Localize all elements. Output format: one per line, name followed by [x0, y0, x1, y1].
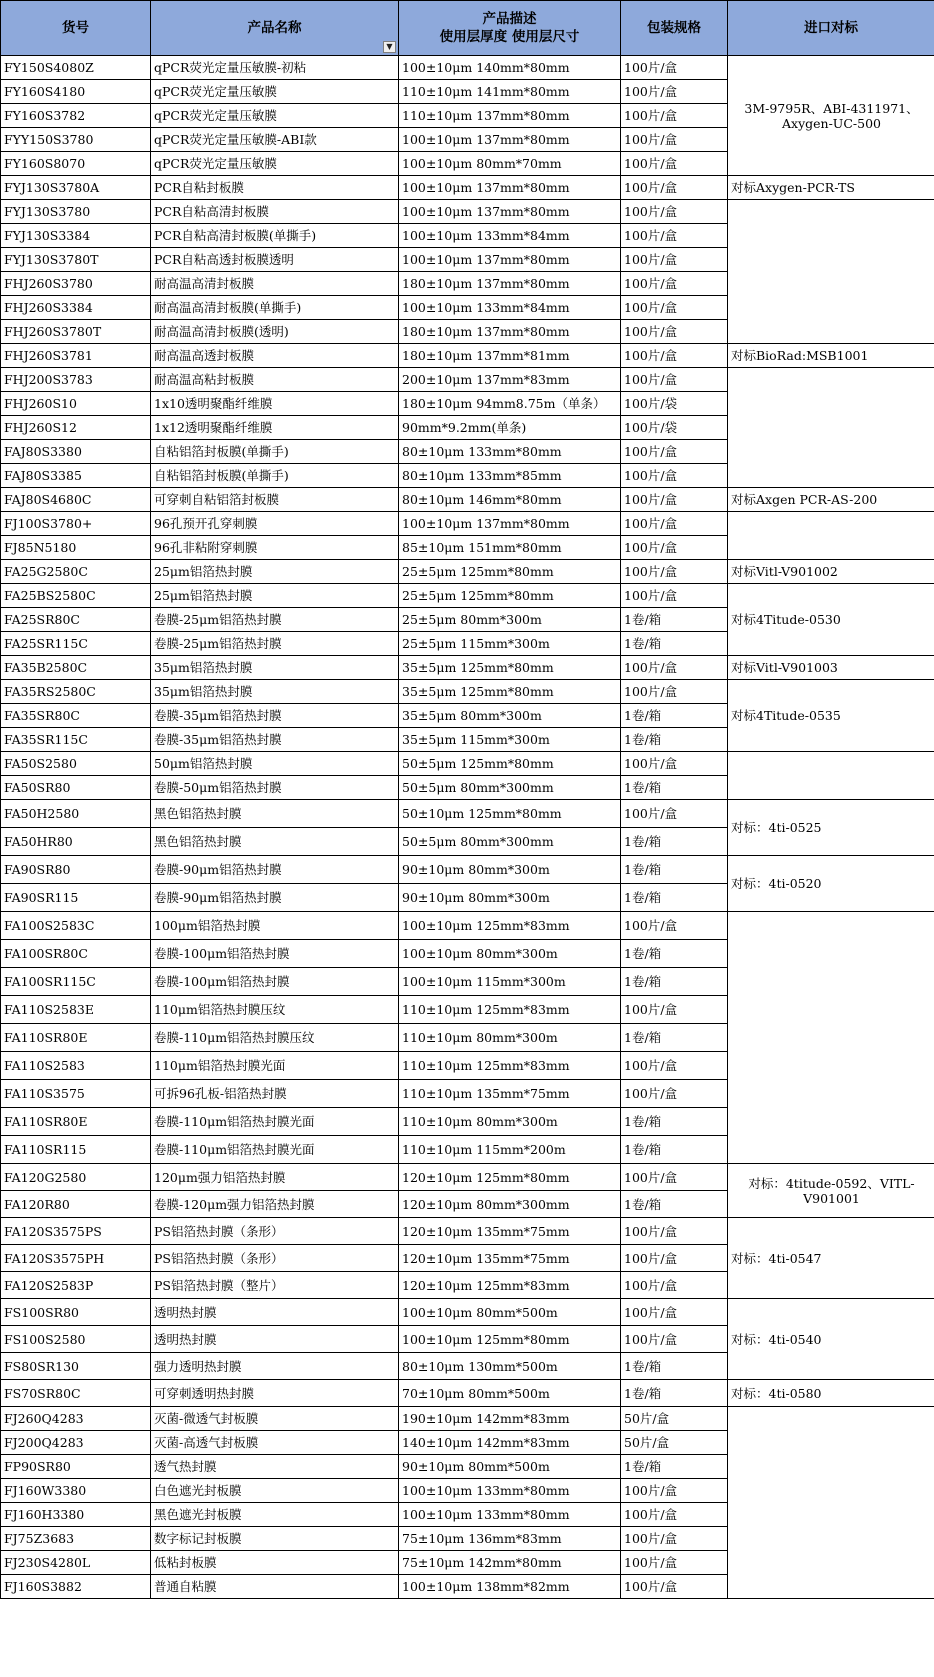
- table-row: [1, 56, 934, 80]
- benchmark-cell: 对标Axgen PCR-AS-200: [728, 488, 934, 512]
- description-cell: 120±10μm 80mm*300mm: [399, 1191, 621, 1218]
- description-cell: 140±10μm 142mm*83mm: [399, 1431, 621, 1455]
- packaging-cell: 1卷/箱: [621, 728, 728, 752]
- packaging-cell: 100片/盒: [621, 296, 728, 320]
- packaging-cell: 100片/盒: [621, 1503, 728, 1527]
- name-cell: PCR自粘高透封板膜透明: [151, 248, 399, 272]
- description-cell: 190±10μm 142mm*83mm: [399, 1407, 621, 1431]
- packaging-cell: 100片/盒: [621, 200, 728, 224]
- sku-cell: FA25G2580C: [1, 560, 151, 584]
- sku-cell: FHJ260S3780: [1, 272, 151, 296]
- packaging-cell: 100片/盒: [621, 248, 728, 272]
- packaging-cell: 100片/盒: [621, 1479, 728, 1503]
- description-cell: 100±10μm 115mm*300m: [399, 968, 621, 996]
- name-cell: 1x10透明聚酯纤维膜: [151, 392, 399, 416]
- description-cell: 200±10μm 137mm*83mm: [399, 368, 621, 392]
- description-cell: 110±10μm 80mm*300m: [399, 1024, 621, 1052]
- sku-cell: FA110SR80E: [1, 1024, 151, 1052]
- packaging-cell: 100片/盒: [621, 344, 728, 368]
- name-cell: 透明热封膜: [151, 1326, 399, 1353]
- description-cell: 100±10μm 80mm*500m: [399, 1299, 621, 1326]
- table-row: [1, 1218, 934, 1245]
- name-cell: qPCR荧光定量压敏膜: [151, 80, 399, 104]
- packaging-cell: 1卷/箱: [621, 1380, 728, 1407]
- sku-cell: FHJ260S12: [1, 416, 151, 440]
- benchmark-cell: [728, 912, 934, 1164]
- chevron-down-icon[interactable]: ▼: [383, 41, 396, 53]
- benchmark-cell: [728, 512, 934, 560]
- name-cell: 96孔预开孔穿刺膜: [151, 512, 399, 536]
- packaging-cell: 50片/盒: [621, 1431, 728, 1455]
- benchmark-cell: [728, 752, 934, 800]
- name-cell: 25μm铝箔热封膜: [151, 560, 399, 584]
- packaging-cell: 100片/盒: [621, 176, 728, 200]
- benchmark-cell: [728, 1407, 934, 1599]
- table-body: [1, 56, 934, 1599]
- sku-cell: FA35RS2580C: [1, 680, 151, 704]
- description-cell: 110±10μm 137mm*80mm: [399, 104, 621, 128]
- name-cell: 卷膜-90μm铝箔热封膜: [151, 884, 399, 912]
- packaging-cell: 1卷/箱: [621, 828, 728, 856]
- description-cell: 120±10μm 125mm*83mm: [399, 1272, 621, 1299]
- name-cell: 卷膜-90μm铝箔热封膜: [151, 856, 399, 884]
- sku-cell: FHJ200S3783: [1, 368, 151, 392]
- name-cell: 灭菌-高透气封板膜: [151, 1431, 399, 1455]
- description-cell: 90±10μm 80mm*500m: [399, 1455, 621, 1479]
- sku-cell: FS80SR130: [1, 1353, 151, 1380]
- description-cell: 180±10μm 137mm*80mm: [399, 320, 621, 344]
- description-cell: 35±5μm 80mm*300m: [399, 704, 621, 728]
- description-cell: 80±10μm 133mm*85mm: [399, 464, 621, 488]
- sku-cell: FA120S3575PS: [1, 1218, 151, 1245]
- benchmark-cell: 对标Vitl-V901003: [728, 656, 934, 680]
- name-cell: 110μm铝箔热封膜压纹: [151, 996, 399, 1024]
- name-cell: 96孔非粘附穿刺膜: [151, 536, 399, 560]
- packaging-cell: 100片/盒: [621, 1052, 728, 1080]
- sku-cell: FA90SR115: [1, 884, 151, 912]
- packaging-cell: 100片/盒: [621, 800, 728, 828]
- table-row: [1, 680, 934, 704]
- name-cell: PCR自粘封板膜: [151, 176, 399, 200]
- description-cell: 110±10μm 141mm*80mm: [399, 80, 621, 104]
- sku-cell: FAJ80S4680C: [1, 488, 151, 512]
- name-cell: 100μm铝箔热封膜: [151, 912, 399, 940]
- sku-cell: FA120R80: [1, 1191, 151, 1218]
- description-cell: 35±5μm 125mm*80mm: [399, 680, 621, 704]
- description-cell: 100±10μm 133mm*84mm: [399, 296, 621, 320]
- packaging-cell: 100片/袋: [621, 392, 728, 416]
- packaging-cell: 100片/盒: [621, 512, 728, 536]
- table-row: [1, 1380, 934, 1407]
- packaging-cell: 1卷/箱: [621, 884, 728, 912]
- name-cell: 120μm强力铝箔热封膜: [151, 1164, 399, 1191]
- table-row: [1, 912, 934, 940]
- description-cell: 35±5μm 115mm*300m: [399, 728, 621, 752]
- packaging-cell: 1卷/箱: [621, 776, 728, 800]
- description-cell: 110±10μm 125mm*83mm: [399, 996, 621, 1024]
- sku-cell: FY160S3782: [1, 104, 151, 128]
- sku-cell: FA100SR115C: [1, 968, 151, 996]
- sku-cell: FJ100S3780+: [1, 512, 151, 536]
- name-cell: 低粘封板膜: [151, 1551, 399, 1575]
- description-cell: 120±10μm 135mm*75mm: [399, 1245, 621, 1272]
- packaging-cell: 100片/盒: [621, 1527, 728, 1551]
- name-cell: 50μm铝箔热封膜: [151, 752, 399, 776]
- packaging-cell: 100片/盒: [621, 1299, 728, 1326]
- description-cell: 180±10μm 137mm*80mm: [399, 272, 621, 296]
- sku-cell: FA50H2580: [1, 800, 151, 828]
- name-cell: 耐高温高粘封板膜: [151, 368, 399, 392]
- sku-cell: FS100SR80: [1, 1299, 151, 1326]
- description-cell: 100±10μm 125mm*83mm: [399, 912, 621, 940]
- table-row: [1, 656, 934, 680]
- sku-cell: FY150S4080Z: [1, 56, 151, 80]
- packaging-cell: 100片/盒: [621, 912, 728, 940]
- benchmark-cell: 对标4Titude-0530: [728, 584, 934, 656]
- sku-cell: FYJ130S3384: [1, 224, 151, 248]
- name-cell: qPCR荧光定量压敏膜: [151, 104, 399, 128]
- description-cell: 100±10μm 137mm*80mm: [399, 512, 621, 536]
- description-cell: 90±10μm 80mm*300m: [399, 856, 621, 884]
- name-cell: 耐高温高清封板膜(单撕手): [151, 296, 399, 320]
- sku-cell: FA120G2580: [1, 1164, 151, 1191]
- header-product-name-label: 产品名称: [247, 20, 302, 36]
- sku-cell: FAJ80S3380: [1, 440, 151, 464]
- name-cell: 卷膜-100μm铝箔热封膜: [151, 968, 399, 996]
- description-cell: 180±10μm 94mm8.75m（单条）: [399, 392, 621, 416]
- table-row: [1, 488, 934, 512]
- description-cell: 100±10μm 80mm*70mm: [399, 152, 621, 176]
- name-cell: 卷膜-25μm铝箔热封膜: [151, 608, 399, 632]
- sku-cell: FA35SR115C: [1, 728, 151, 752]
- packaging-cell: 100片/盒: [621, 1245, 728, 1272]
- name-cell: 35μm铝箔热封膜: [151, 656, 399, 680]
- packaging-cell: 100片/盒: [621, 320, 728, 344]
- sku-cell: FA120S3575PH: [1, 1245, 151, 1272]
- sku-cell: FA110SR115: [1, 1136, 151, 1164]
- sku-cell: FS70SR80C: [1, 1380, 151, 1407]
- description-cell: 75±10μm 136mm*83mm: [399, 1527, 621, 1551]
- description-cell: 100±10μm 137mm*80mm: [399, 248, 621, 272]
- benchmark-cell: 对标：4ti-0525: [728, 800, 934, 856]
- description-cell: 110±10μm 135mm*75mm: [399, 1080, 621, 1108]
- description-cell: 85±10μm 151mm*80mm: [399, 536, 621, 560]
- name-cell: 1x12透明聚酯纤维膜: [151, 416, 399, 440]
- sku-cell: FJ230S4280L: [1, 1551, 151, 1575]
- sku-cell: FAJ80S3385: [1, 464, 151, 488]
- description-cell: 180±10μm 137mm*81mm: [399, 344, 621, 368]
- packaging-cell: 100片/盒: [621, 996, 728, 1024]
- header-product-name: [151, 1, 399, 56]
- packaging-cell: 100片/盒: [621, 1218, 728, 1245]
- table-row: [1, 856, 934, 884]
- name-cell: 普通自粘膜: [151, 1575, 399, 1599]
- description-cell: 120±10μm 135mm*75mm: [399, 1218, 621, 1245]
- name-cell: 自粘铝箔封板膜(单撕手): [151, 464, 399, 488]
- sku-cell: FA110S3575: [1, 1080, 151, 1108]
- packaging-cell: 1卷/箱: [621, 1108, 728, 1136]
- packaging-cell: 100片/盒: [621, 104, 728, 128]
- header-sku: 货号: [1, 1, 151, 56]
- packaging-cell: 1卷/箱: [621, 1191, 728, 1218]
- table-row: [1, 752, 934, 776]
- name-cell: PCR自粘高清封板膜(单撕手): [151, 224, 399, 248]
- description-cell: 90mm*9.2mm(单条): [399, 416, 621, 440]
- packaging-cell: 100片/盒: [621, 1080, 728, 1108]
- header-description-line1: 产品描述: [482, 11, 537, 27]
- name-cell: 黑色铝箔热封膜: [151, 800, 399, 828]
- name-cell: 卷膜-35μm铝箔热封膜: [151, 704, 399, 728]
- description-cell: 50±5μm 80mm*300mm: [399, 828, 621, 856]
- name-cell: 卷膜-110μm铝箔热封膜光面: [151, 1136, 399, 1164]
- benchmark-cell: 对标：4titude-0592、VITL-V901001: [728, 1164, 934, 1218]
- description-cell: 100±10μm 80mm*300m: [399, 940, 621, 968]
- benchmark-cell: 对标：4ti-0547: [728, 1218, 934, 1299]
- description-cell: 25±5μm 80mm*300m: [399, 608, 621, 632]
- sku-cell: FYJ130S3780A: [1, 176, 151, 200]
- packaging-cell: 100片/盒: [621, 680, 728, 704]
- packaging-cell: 100片/盒: [621, 440, 728, 464]
- table-row: [1, 344, 934, 368]
- description-cell: 100±10μm 137mm*80mm: [399, 176, 621, 200]
- table-row: [1, 200, 934, 224]
- benchmark-cell: [728, 200, 934, 344]
- benchmark-cell: 对标Axygen-PCR-TS: [728, 176, 934, 200]
- name-cell: PS铝箔热封膜（条形）: [151, 1245, 399, 1272]
- sku-cell: FJ160H3380: [1, 1503, 151, 1527]
- packaging-cell: 100片/盒: [621, 1164, 728, 1191]
- name-cell: 卷膜-100μm铝箔热封膜: [151, 940, 399, 968]
- sku-cell: FYJ130S3780: [1, 200, 151, 224]
- packaging-cell: 100片/盒: [621, 1551, 728, 1575]
- sku-cell: FA25SR80C: [1, 608, 151, 632]
- benchmark-cell: 3M-9795R、ABI-4311971、Axygen-UC-500: [728, 56, 934, 176]
- sku-cell: FA120S2583P: [1, 1272, 151, 1299]
- sku-cell: FA50S2580: [1, 752, 151, 776]
- benchmark-cell: 对标Vitl-V901002: [728, 560, 934, 584]
- table-row: [1, 1164, 934, 1191]
- description-cell: 120±10μm 125mm*80mm: [399, 1164, 621, 1191]
- name-cell: 强力透明热封膜: [151, 1353, 399, 1380]
- packaging-cell: 100片/盒: [621, 272, 728, 296]
- name-cell: 自粘铝箔封板膜(单撕手): [151, 440, 399, 464]
- packaging-cell: 50片/盒: [621, 1407, 728, 1431]
- name-cell: 数字标记封板膜: [151, 1527, 399, 1551]
- packaging-cell: 100片/盒: [621, 80, 728, 104]
- name-cell: 可拆96孔板-铝箔热封膜: [151, 1080, 399, 1108]
- packaging-cell: 100片/盒: [621, 224, 728, 248]
- sku-cell: FA50SR80: [1, 776, 151, 800]
- packaging-cell: 100片/盒: [621, 536, 728, 560]
- description-cell: 110±10μm 125mm*83mm: [399, 1052, 621, 1080]
- header-row: [1, 1, 934, 56]
- description-cell: 100±10μm 140mm*80mm: [399, 56, 621, 80]
- name-cell: 可穿刺透明热封膜: [151, 1380, 399, 1407]
- description-cell: 80±10μm 146mm*80mm: [399, 488, 621, 512]
- sku-cell: FHJ260S10: [1, 392, 151, 416]
- description-cell: 100±10μm 133mm*84mm: [399, 224, 621, 248]
- sku-cell: FA110SR80E: [1, 1108, 151, 1136]
- sku-cell: FA110S2583: [1, 1052, 151, 1080]
- sku-cell: FS100S2580: [1, 1326, 151, 1353]
- sku-cell: FA25BS2580C: [1, 584, 151, 608]
- description-cell: 50±10μm 125mm*80mm: [399, 800, 621, 828]
- sku-cell: FJ160S3882: [1, 1575, 151, 1599]
- description-cell: 110±10μm 80mm*300m: [399, 1108, 621, 1136]
- table-row: [1, 800, 934, 828]
- description-cell: 90±10μm 80mm*300m: [399, 884, 621, 912]
- name-cell: qPCR荧光定量压敏膜: [151, 152, 399, 176]
- name-cell: qPCR荧光定量压敏膜-初粘: [151, 56, 399, 80]
- benchmark-cell: 对标BioRad:MSB1001: [728, 344, 934, 368]
- description-cell: 25±5μm 125mm*80mm: [399, 584, 621, 608]
- packaging-cell: 1卷/箱: [621, 856, 728, 884]
- sku-cell: FA25SR115C: [1, 632, 151, 656]
- sku-cell: FJ160W3380: [1, 1479, 151, 1503]
- sku-cell: FYJ130S3780T: [1, 248, 151, 272]
- description-cell: 25±5μm 125mm*80mm: [399, 560, 621, 584]
- packaging-cell: 1卷/箱: [621, 1353, 728, 1380]
- name-cell: 卷膜-110μm铝箔热封膜压纹: [151, 1024, 399, 1052]
- description-cell: 50±5μm 80mm*300mm: [399, 776, 621, 800]
- name-cell: 耐高温高清封板膜(透明): [151, 320, 399, 344]
- table-row: [1, 1407, 934, 1431]
- description-cell: 100±10μm 137mm*80mm: [399, 200, 621, 224]
- name-cell: PCR自粘高清封板膜: [151, 200, 399, 224]
- table-row: [1, 1299, 934, 1326]
- packaging-cell: 100片/盒: [621, 152, 728, 176]
- sku-cell: FHJ260S3781: [1, 344, 151, 368]
- name-cell: 白色遮光封板膜: [151, 1479, 399, 1503]
- benchmark-cell: 对标：4ti-0580: [728, 1380, 934, 1407]
- packaging-cell: 100片/盒: [621, 1575, 728, 1599]
- name-cell: 110μm铝箔热封膜光面: [151, 1052, 399, 1080]
- sku-cell: FA90SR80: [1, 856, 151, 884]
- benchmark-cell: [728, 368, 934, 488]
- name-cell: PS铝箔热封膜（条形）: [151, 1218, 399, 1245]
- sku-cell: FYY150S3780: [1, 128, 151, 152]
- sku-cell: FJ75Z3683: [1, 1527, 151, 1551]
- packaging-cell: 100片/盒: [621, 560, 728, 584]
- sku-cell: FA50HR80: [1, 828, 151, 856]
- packaging-cell: 100片/盒: [621, 464, 728, 488]
- sku-cell: FA110S2583E: [1, 996, 151, 1024]
- name-cell: 耐高温高清封板膜: [151, 272, 399, 296]
- packaging-cell: 100片/盒: [621, 1326, 728, 1353]
- packaging-cell: 1卷/箱: [621, 1455, 728, 1479]
- sku-cell: FJ200Q4283: [1, 1431, 151, 1455]
- packaging-cell: 1卷/箱: [621, 968, 728, 996]
- header-description: [399, 1, 621, 56]
- table-row: [1, 512, 934, 536]
- table-row: [1, 584, 934, 608]
- benchmark-cell: 对标4Titude-0535: [728, 680, 934, 752]
- benchmark-cell: 对标：4ti-0520: [728, 856, 934, 912]
- packaging-cell: 1卷/箱: [621, 940, 728, 968]
- description-cell: 110±10μm 115mm*200m: [399, 1136, 621, 1164]
- description-cell: 100±10μm 133mm*80mm: [399, 1503, 621, 1527]
- packaging-cell: 1卷/箱: [621, 632, 728, 656]
- sku-cell: FY160S4180: [1, 80, 151, 104]
- description-cell: 80±10μm 130mm*500m: [399, 1353, 621, 1380]
- name-cell: 可穿刺自粘铝箔封板膜: [151, 488, 399, 512]
- name-cell: 黑色铝箔热封膜: [151, 828, 399, 856]
- sku-cell: FJ85N5180: [1, 536, 151, 560]
- name-cell: PS铝箔热封膜（整片）: [151, 1272, 399, 1299]
- name-cell: 透气热封膜: [151, 1455, 399, 1479]
- packaging-cell: 1卷/箱: [621, 1136, 728, 1164]
- table-row: [1, 368, 934, 392]
- description-cell: 100±10μm 125mm*80mm: [399, 1326, 621, 1353]
- name-cell: 卷膜-35μm铝箔热封膜: [151, 728, 399, 752]
- table-row: [1, 560, 934, 584]
- description-cell: 35±5μm 125mm*80mm: [399, 656, 621, 680]
- name-cell: 卷膜-50μm铝箔热封膜: [151, 776, 399, 800]
- packaging-cell: 100片/盒: [621, 656, 728, 680]
- sku-cell: FA100SR80C: [1, 940, 151, 968]
- packaging-cell: 100片/盒: [621, 584, 728, 608]
- packaging-cell: 1卷/箱: [621, 704, 728, 728]
- header-description-line2: 使用层厚度 使用层尺寸: [439, 29, 580, 45]
- description-cell: 50±5μm 125mm*80mm: [399, 752, 621, 776]
- packaging-cell: 1卷/箱: [621, 1024, 728, 1052]
- header-benchmark: 进口对标: [728, 1, 934, 56]
- description-cell: 75±10μm 142mm*80mm: [399, 1551, 621, 1575]
- packaging-cell: 100片/盒: [621, 128, 728, 152]
- name-cell: 25μm铝箔热封膜: [151, 584, 399, 608]
- description-cell: 100±10μm 138mm*82mm: [399, 1575, 621, 1599]
- sku-cell: FJ260Q4283: [1, 1407, 151, 1431]
- name-cell: 卷膜-110μm铝箔热封膜光面: [151, 1108, 399, 1136]
- packaging-cell: 100片/盒: [621, 1272, 728, 1299]
- description-cell: 70±10μm 80mm*500m: [399, 1380, 621, 1407]
- sku-cell: FP90SR80: [1, 1455, 151, 1479]
- description-cell: 100±10μm 133mm*80mm: [399, 1479, 621, 1503]
- name-cell: 卷膜-120μm强力铝箔热封膜: [151, 1191, 399, 1218]
- description-cell: 25±5μm 115mm*300m: [399, 632, 621, 656]
- header-packaging: 包装规格: [621, 1, 728, 56]
- sku-cell: FHJ260S3780T: [1, 320, 151, 344]
- name-cell: 耐高温高透封板膜: [151, 344, 399, 368]
- sku-cell: FA100S2583C: [1, 912, 151, 940]
- description-cell: 80±10μm 133mm*80mm: [399, 440, 621, 464]
- sku-cell: FHJ260S3384: [1, 296, 151, 320]
- benchmark-cell: 对标：4ti-0540: [728, 1299, 934, 1380]
- packaging-cell: 100片/盒: [621, 56, 728, 80]
- name-cell: 灭菌-微透气封板膜: [151, 1407, 399, 1431]
- name-cell: 卷膜-25μm铝箔热封膜: [151, 632, 399, 656]
- name-cell: qPCR荧光定量压敏膜-ABI款: [151, 128, 399, 152]
- packaging-cell: 1卷/箱: [621, 608, 728, 632]
- packaging-cell: 100片/袋: [621, 416, 728, 440]
- packaging-cell: 100片/盒: [621, 752, 728, 776]
- description-cell: 100±10μm 137mm*80mm: [399, 128, 621, 152]
- name-cell: 黑色遮光封板膜: [151, 1503, 399, 1527]
- packaging-cell: 100片/盒: [621, 488, 728, 512]
- table-row: [1, 176, 934, 200]
- name-cell: 透明热封膜: [151, 1299, 399, 1326]
- name-cell: 35μm铝箔热封膜: [151, 680, 399, 704]
- sku-cell: FA35B2580C: [1, 656, 151, 680]
- sku-cell: FY160S8070: [1, 152, 151, 176]
- packaging-cell: 100片/盒: [621, 368, 728, 392]
- sku-cell: FA35SR80C: [1, 704, 151, 728]
